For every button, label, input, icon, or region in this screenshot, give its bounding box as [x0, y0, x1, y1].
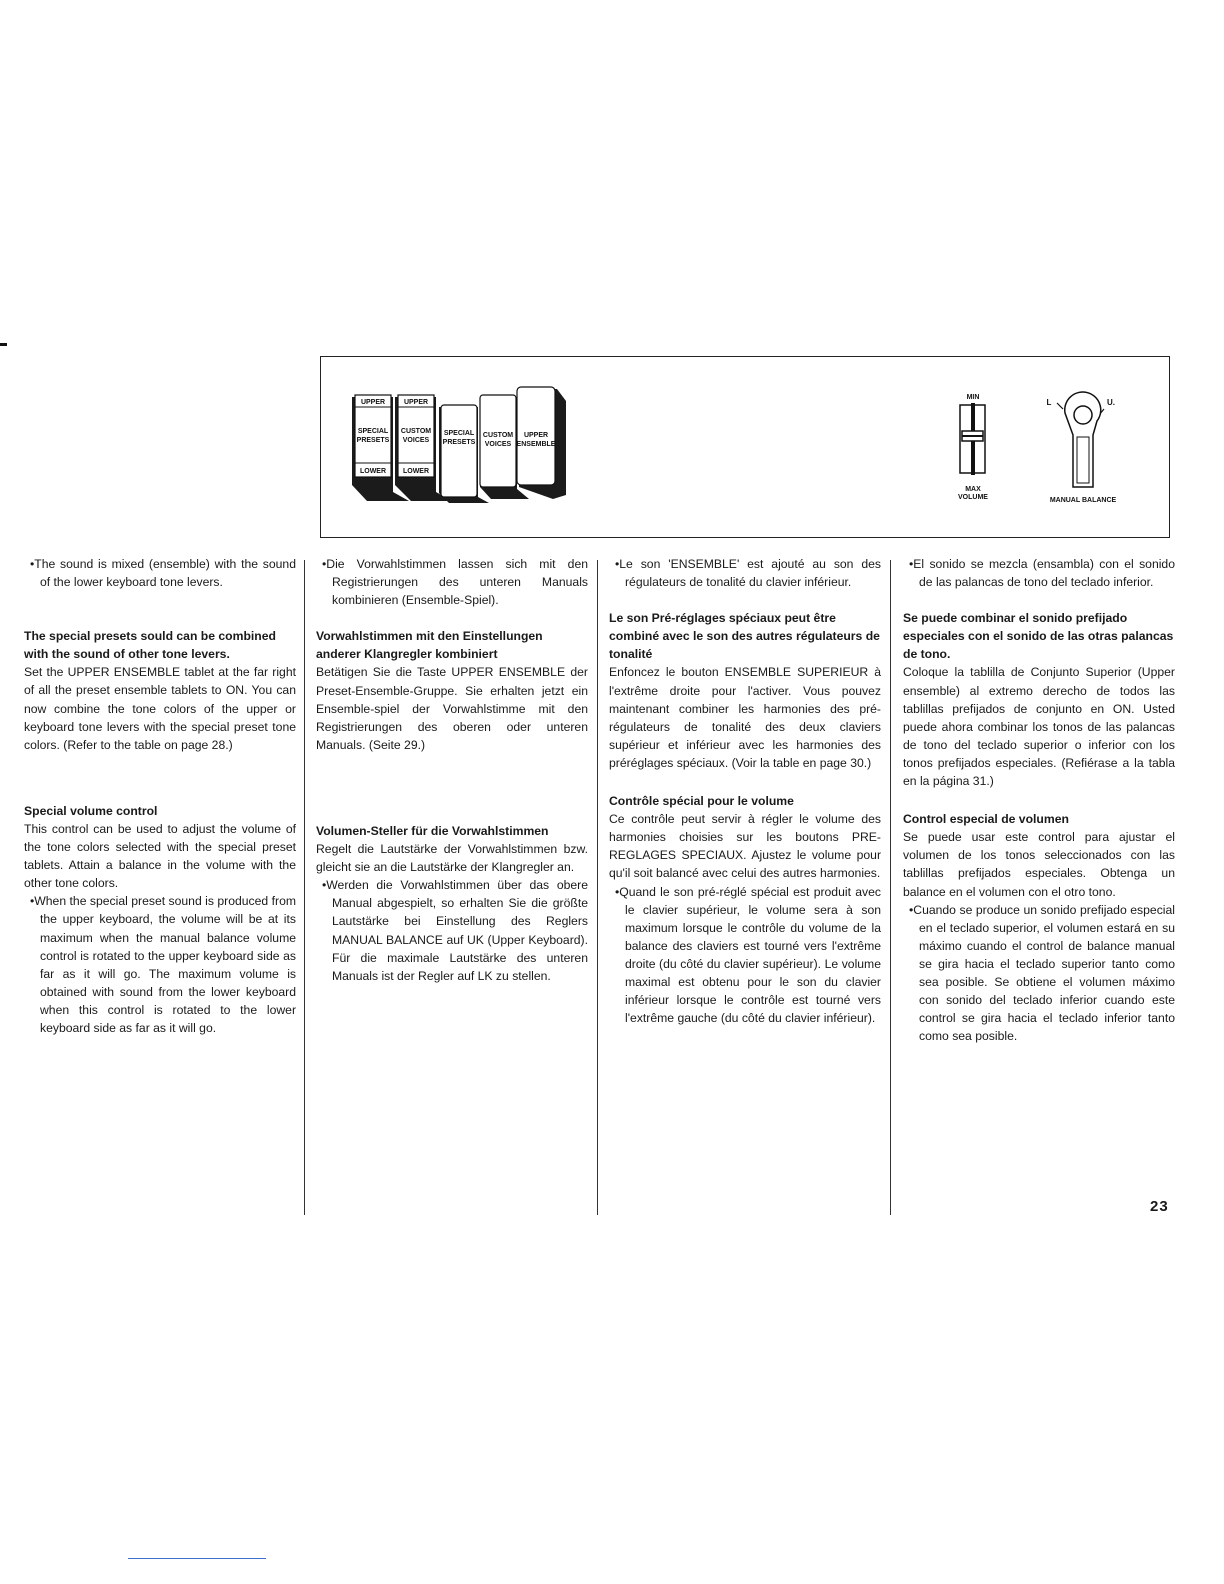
english-heading-1: The special presets sould can be combined with the sound of other tone levers. [24, 629, 276, 662]
tablet2-top-label: UPPER [403, 399, 429, 406]
knob-right-label: U. [1107, 398, 1115, 407]
french-heading-1: Le son Pré-réglages spéciaux peut être combiné avec le son des autres régulateurs de tonalité [609, 611, 880, 662]
english-bullet-2: •When the special preset sound is produced from the upper keyboard, the volume will be at its maximum when the manual balance volume control is rotated to the upper keyboard side as far as it will go. The maximum volume is obtained with sound from the lower keyboard when this control is rotated to the lower keyboard side as far as it will go. [30, 894, 296, 1035]
english-bullet-1: •The sound is mixed (ensemble) with the sound of the lower keyboard tone levers. [30, 557, 296, 590]
tablet1-bottom-label: LOWER [359, 468, 387, 475]
spanish-bullet-2: •Cuando se produce un sonido prefijado especial en el teclado superior, el volumen estará en su máximo cuando el control de balance manual se gira hacia el teclado superior tanto como sea posible. Se obtiene el volumen máximo con sonido del teclado inferior cuando este control se gira hacia el teclado inferior tanto como sea posible. [909, 902, 1175, 1044]
edge-mark [0, 343, 7, 346]
tablet-upper-ensemble [517, 387, 566, 499]
column-rule-2 [597, 560, 598, 1215]
tablet2-bottom-label: LOWER [402, 468, 430, 475]
tablet4-label-2: VOICES [484, 441, 512, 448]
german-bullet-2: •Werden die Vorwahlstimmen über das obere Manual abgespielt, so erhalten Sie die größte Lautstärke bei Einstellung des Reglers MANUAL BALANCE auf UK (Upper Keyboard). Für die maximale Lautstärke des unteren Manuals ist der Regler auf LK zu stellen. [322, 878, 588, 983]
french-column [609, 555, 881, 1027]
spanish-paragraph-1: Coloque la tablilla de Conjunto Superior (Upper ensemble) al extremo derecho de todos las tablillas prefijados de conjunto en ON. Usted puede ahora combinar los tonos de las palancas de tono del teclado superior o inferior con los tonos prefijados especiales. (Refiérase a la tabla en la página 31.) [903, 665, 1175, 789]
spanish-column [903, 555, 1175, 1045]
knob-caption: MANUAL BALANCE [1049, 497, 1117, 504]
french-heading-2: Contrôle spécial pour le volume [609, 794, 794, 809]
tablet5-label-1: UPPER [523, 432, 549, 439]
tablet1-middle-label-1: SPECIAL [357, 428, 389, 435]
french-bullet-2: •Quand le son pré-réglé spécial est produit avec le clavier supérieur, le volume sera à son maximum lorsque le contrôle du volume de la balance des claviers est tourné vers l'extrême droite (du côté du clavier supérieur). Le volume maximal est obtenu pour le son du clavier inférieur lorsque le contrôle est tourné vers l'extrême gauche (du côté du clavier inférieur). [615, 884, 881, 1026]
knob-left-label: L [1046, 398, 1052, 407]
slider-caption: VOLUME [958, 494, 988, 501]
german-heading-2: Volumen-Steller für die Vorwahlstimmen [316, 823, 549, 838]
tablet2-middle-label-2: VOICES [402, 437, 430, 444]
panel-illustration [321, 357, 1171, 539]
tablet1-top-label: UPPER [360, 399, 386, 406]
german-column [316, 555, 588, 985]
german-bullet-1: •Die Vorwahlstimmen lassen sich mit den Registrierungen des unteren Manuals kombinieren (Ensemble-Spiel). [322, 557, 588, 608]
volume-slider [958, 394, 988, 501]
control-panel-figure [320, 356, 1170, 538]
tablet3-label-2: PRESETS [442, 439, 476, 446]
spanish-bullet-1: •El sonido se mezcla (ensambla) con el sonido de las palancas de tono del teclado inferior. [909, 557, 1175, 590]
column-rule-1 [304, 560, 305, 1215]
tablet2-middle-label-1: CUSTOM [400, 428, 432, 435]
german-paragraph-1: Betätigen Sie die Taste UPPER ENSEMBLE der Preset-Ensemble-Gruppe. Sie erhalten jetzt ein Ensemble-spiel der Vorwahlstimme mit den Registrierungen des oberen oder unteren Manuals. (Seite 29.) [316, 665, 588, 752]
manual-balance-knob [1047, 392, 1117, 504]
french-paragraph-1: Enfoncez le bouton ENSEMBLE SUPERIEUR à l'extrême droite pour l'activer. Vous pouvez maintenant combiner les harmonies des pré-régulateurs de tonalité des deux claviers supérieur et inférieur avec les harmonies des préréglages spéciaux. (Voir la table en page 30.) [609, 665, 881, 770]
french-bullet-1: •Le son 'ENSEMBLE' est ajouté au son des régulateurs de tonalité du clavier inférieur. [615, 557, 881, 590]
english-paragraph-1: Set the UPPER ENSEMBLE tablet at the far right of all the preset ensemble tablets to ON. You can now combine the tone colors of the upper or keyboard tone levers with the special preset tone colors. (Refer to the table on page 28.) [24, 665, 296, 752]
page-number: 23 [1150, 1198, 1169, 1215]
tablet4-label-1: CUSTOM [482, 432, 514, 439]
footer-line [128, 1558, 266, 1559]
english-paragraph-2: This control can be used to adjust the volume of the tone colors selected with the special preset tablets. Attain a balance in the volume with the other tone colors. [24, 821, 296, 891]
english-heading-2: Special volume control [24, 803, 158, 818]
tablet1-middle-label-2: PRESETS [356, 437, 390, 444]
spanish-heading-2: Control especial de volumen [903, 812, 1069, 827]
spanish-paragraph-2: Se puede usar este control para ajustar el volumen de los tonos seleccionados con las tablillas prefijados especiales. Obtenga un balance en el volumen con el otro tono. [903, 830, 1175, 899]
column-rule-3 [890, 560, 891, 1215]
tablet5-label-2: ENSEMBLE [516, 441, 556, 448]
english-column [24, 555, 296, 1037]
tablet3-label-1: SPECIAL [443, 430, 475, 437]
spanish-heading-1: Se puede combinar el sonido prefijado especiales con el sonido de las otras palancas de tono. [903, 611, 1174, 662]
slider-max-label: MAX [965, 486, 981, 493]
german-heading-1: Vorwahlstimmen mit den Einstellungen anderer Klangregler kombiniert [316, 629, 543, 662]
french-paragraph-2: Ce contrôle peut servir à régler le volume des harmonies choisies sur les boutons PRE-REGLAGES SPECIAUX. Ajustez le volume pour qu'il soit balancé avec celui des autres harmonies. [609, 812, 881, 881]
german-paragraph-2: Regelt die Lautstärke der Vorwahlstimmen bzw. gleicht sie an die Lautstärke der Klangregler an. [316, 842, 588, 875]
slider-min-label: MIN [966, 394, 980, 401]
